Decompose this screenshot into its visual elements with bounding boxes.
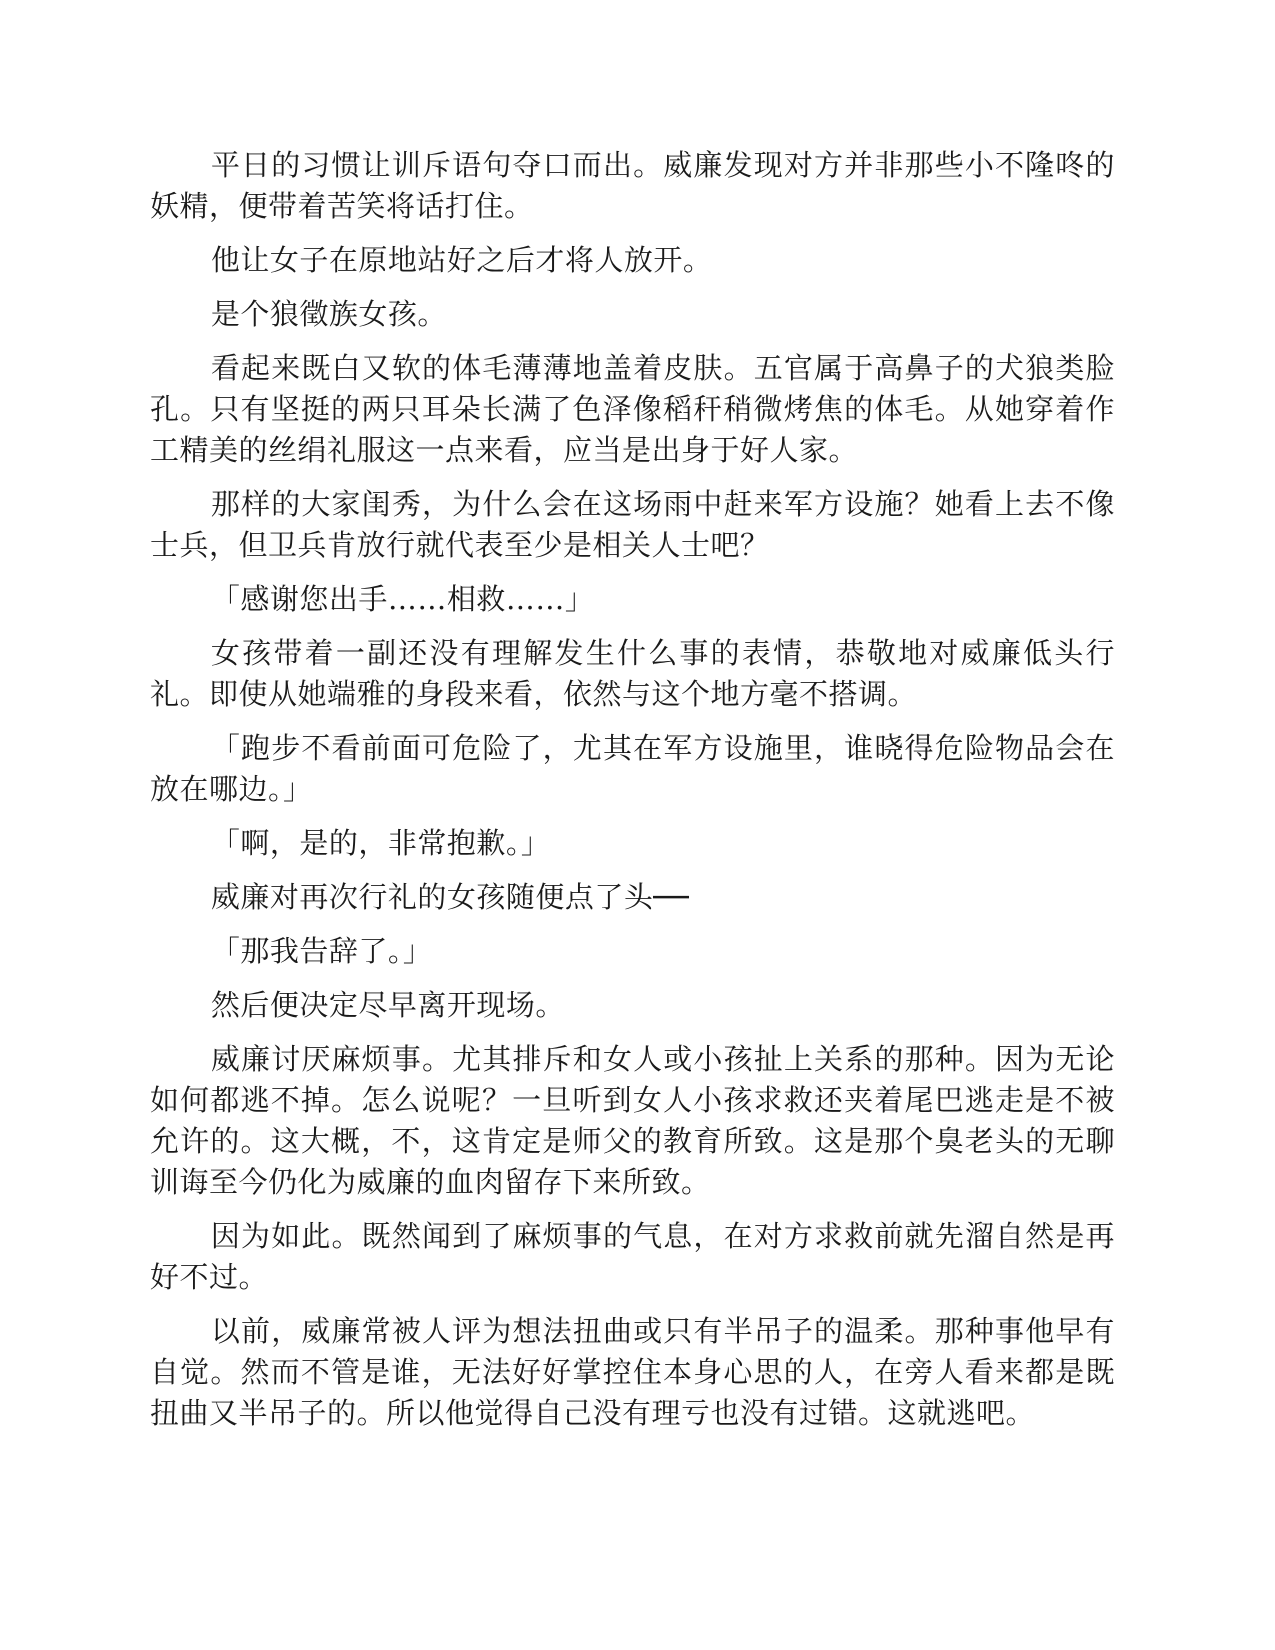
paragraph: 以前，威廉常被人评为想法扭曲或只有半吊子的温柔。那种事他早有自觉。然而不管是谁，无法好好掌控住本身心思的人，在旁人看来都是既扭曲又半吊子的。所以他觉得自己没有理亏也没有过错。这就逃吧。 (150, 1314, 1115, 1430)
paragraph: 然后便决定尽早离开现场。 (210, 988, 565, 1022)
paragraph: 「啊，是的，非常抱歉。」 (210, 826, 551, 860)
paragraph: 女孩带着一副还没有理解发生什么事的表情，恭敬地对威廉低头行礼。即使从她端雅的身段来看，依然与这个地方毫不搭调。 (150, 636, 1115, 711)
paragraph: 看起来既白又软的体毛薄薄地盖着皮肤。五官属于高鼻子的犬狼类脸孔。只有坚挺的两只耳朵长满了色泽像稻秆稍微烤焦的体毛。从她穿着作工精美的丝绢礼服这一点来看，应当是出身于好人家。 (150, 351, 1115, 467)
paragraph: 威廉讨厌麻烦事。尤其排斥和女人或小孩扯上关系的那种。因为无论如何都逃不掉。怎么说呢？一旦听到女人小孩求救还夹着尾巴逃走是不被允许的。这大概，不，这肯定是师父的教育所致。这是那个臭老头的无聊训诲至今仍化为威廉的血肉留存下来所致。 (150, 1042, 1115, 1199)
document-page (150, 145, 1115, 1447)
paragraph: 「跑步不看前面可危险了，尤其在军方设施里，谁晓得危险物品会在放在哪边。」 (150, 731, 1115, 806)
paragraph: 「感谢您出手……相救……」 (210, 582, 595, 616)
paragraph: 平日的习惯让训斥语句夺口而出。威廉发现对方并非那些小不隆咚的妖精，便带着苦笑将话打住。 (150, 148, 1115, 223)
paragraph: 因为如此。既然闻到了麻烦事的气息，在对方求救前就先溜自然是再好不过。 (150, 1219, 1115, 1294)
paragraph: 他让女子在原地站好之后才将人放开。 (210, 243, 713, 277)
paragraph: 是个狼徵族女孩。 (210, 297, 447, 331)
paragraph: 那样的大家闺秀，为什么会在这场雨中赶来军方设施？她看上去不像士兵，但卫兵肯放行就代表至少是相关人士吧？ (150, 487, 1115, 562)
paragraph: 「那我告辞了。」 (210, 934, 433, 968)
paragraph: 威廉对再次行礼的女孩随便点了头── (210, 880, 690, 914)
